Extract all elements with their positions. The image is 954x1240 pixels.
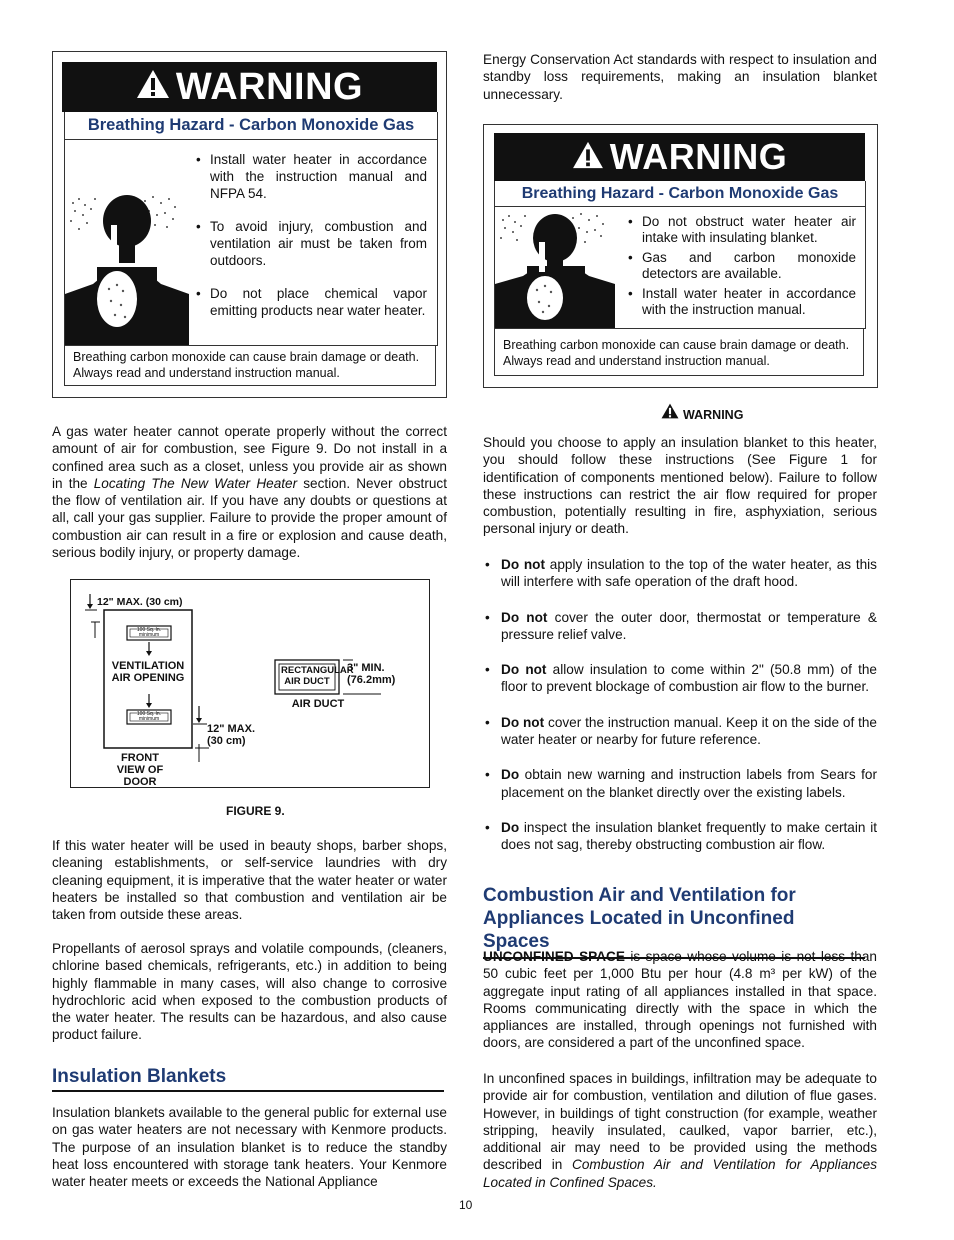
warning-banner-text: WARNING	[609, 136, 788, 177]
figure-vent-label: VENTILATION AIR OPENING	[111, 660, 185, 684]
warning-banner-1	[62, 62, 437, 112]
warning-item: • Do not obstruct water heater air intake with insulating blanket.	[624, 214, 856, 246]
warning-item: • Install water heater in accordance with the instruction manual.	[624, 286, 856, 318]
small-warning-label: WARNING	[661, 403, 743, 422]
figure-duct-label: RECTANGULAR AIR DUCT	[281, 665, 354, 687]
list-item: • Do inspect the insulation blanket frequently to make certain it does not sag, thereby obstructing combustion air flow.	[483, 819, 877, 854]
warning-item: • Install water heater in accordance with the instruction manual and NFPA 54.	[192, 151, 427, 202]
warning-banner-2	[494, 133, 865, 181]
paragraph-insulation-2: Energy Conservation Act standards with respect to insulation and standby loss requirements, making an insulation blanket unnecessary.	[483, 52, 877, 102]
list-item: • Do not cover the outer door, thermostat or temperature & pressure relief valve.	[483, 609, 877, 644]
co-hazard-pictogram	[495, 206, 615, 328]
list-item: • Do not cover the instruction manual. Keep it on the side of the water heater or nearby for future reference.	[483, 714, 877, 749]
figure-max-bottom-label: 12" MAX. (30 cm)	[207, 723, 256, 747]
figure-vent-grille-top: 100 Sq. In. minimum	[136, 627, 162, 638]
figure-vent-grille-bottom: 100 Sq. In. minimum	[136, 711, 162, 722]
warning-footer-2: Breathing carbon monoxide can cause brain damage or death. Always read and understand instruction manual.	[494, 328, 864, 376]
paragraph-insulation-1: Insulation blankets available to the general public for external use on gas water heaters are not necessary with Kenmore products. The purpose of an insulation blanket is to reduce the standby heat loss encountered with storage tank heaters. Your Kenmore water heater meets or exceeds the National Appliance	[52, 1105, 447, 1190]
paragraph-infiltration: In unconfined spaces in buildings, infiltration may be adequate to provide air for combustion, ventilation and dilution of flue gases. However, in buildings of tight construction (for example, weather stripping, heavily insulated, caulked, vapor barrier, etc.), additional air may need to be provided using the methods described in Combustion Air and Ventilation for Appliances Located in Confined Spaces.	[483, 1071, 877, 1190]
figure-air-duct-label: AIR DUCT	[291, 698, 345, 710]
page-number: 10	[459, 1198, 473, 1212]
warning-list-1	[192, 151, 427, 335]
figure-9-caption: FIGURE 9.	[226, 804, 285, 818]
figure-duct-min-label: 3" MIN. (76.2mm)	[347, 662, 396, 686]
paragraph-combustion-air: A gas water heater cannot operate properly without the correct amount of air for combustion, see Figure 9. Do not install in a confined area such as a closet, unless you provide air as shown in the Locating The New Water Heater section. Never obstruct the flow of ventilation air. If you have any doubts or questions at all, call your gas supplier. Failure to provide the proper amount of combustion air can result in a fire or explosion and cause death, serious bodily injury, or property damage.	[52, 424, 447, 561]
warning-title-2: Breathing Hazard - Carbon Monoxide Gas	[494, 181, 866, 207]
figure-front-view-label: FRONT VIEW OF DOOR	[116, 752, 164, 788]
heading-unconfined-spaces: Combustion Air and Ventilation for Appliances Located in Unconfined Spaces	[483, 884, 865, 959]
paragraph-beauty-shops: If this water heater will be used in beauty shops, barber shops, cleaning establishments, or self-service laundries with dry cleaning equipment, it is imperative that the water heater or water heaters be installed so that combustion and ventilation air be taken from outside these areas.	[52, 838, 447, 923]
blanket-instructions-list	[483, 556, 877, 854]
list-item: • Do not allow insulation to come within 2" (50.8 mm) of the floor to prevent blockage of combustion air flow to the burner.	[483, 661, 877, 696]
warning-banner-text: WARNING	[175, 65, 364, 108]
paragraph-should-you-choose: Should you choose to apply an insulation blanket to this heater, you should follow these instructions (See Figure 1 for identification of components mentioned below). Failure to follow these instructions can restrict the air flow required for proper combustion, potentially resulting in fire, asphyxiation, serious personal injury or death.	[483, 435, 877, 537]
warning-footer-1: Breathing carbon monoxide can cause brain damage or death. Always read and understand instruction manual.	[64, 345, 436, 386]
warning-triangle-icon	[661, 403, 679, 422]
warning-triangle-icon	[136, 66, 170, 109]
list-item: • Do obtain new warning and instruction labels from Sears for placement on the blanket directly over the existing labels.	[483, 766, 877, 801]
paragraph-unconfined-space: UNCONFINED SPACE is space whose volume is not less than 50 cubic feet per 1,000 Btu per hour (4.8 m³ per kW) of the aggregate input rating of all appliances installed in that space. Rooms communicating directly with the space in which the appliances are installed, through openings not furnished with doors, are considered a part of the unconfined space.	[483, 949, 877, 1051]
warning-list-2	[624, 214, 856, 334]
figure-max-top-label: 12" MAX. (30 cm)	[97, 596, 183, 608]
list-item: • Do not apply insulation to the top of the water heater, as this will interfere with safe operation of the draft hood.	[483, 556, 877, 591]
figure-9-diagram	[70, 579, 430, 788]
heading-insulation-blankets: Insulation Blankets	[52, 1065, 444, 1092]
warning-item: • Do not place chemical vapor emitting products near water heater.	[192, 285, 427, 319]
warning-triangle-icon	[572, 136, 604, 178]
warning-item: • To avoid injury, combustion and ventilation air must be taken from outdoors.	[192, 218, 427, 269]
warning-item: • Gas and carbon monoxide detectors are available.	[624, 250, 856, 282]
co-hazard-pictogram	[65, 139, 189, 345]
paragraph-propellants: Propellants of aerosol sprays and volatile compounds, (cleaners, chlorine based chemicals, refrigerants, etc.) in addition to being highly flammable in many cases, will also change to corrosive hydrochloric acid when exposed to the combustion products of the water heater. The results can be hazardous, and also cause product failure.	[52, 941, 447, 1043]
warning-title-1: Breathing Hazard - Carbon Monoxide Gas	[64, 112, 438, 140]
